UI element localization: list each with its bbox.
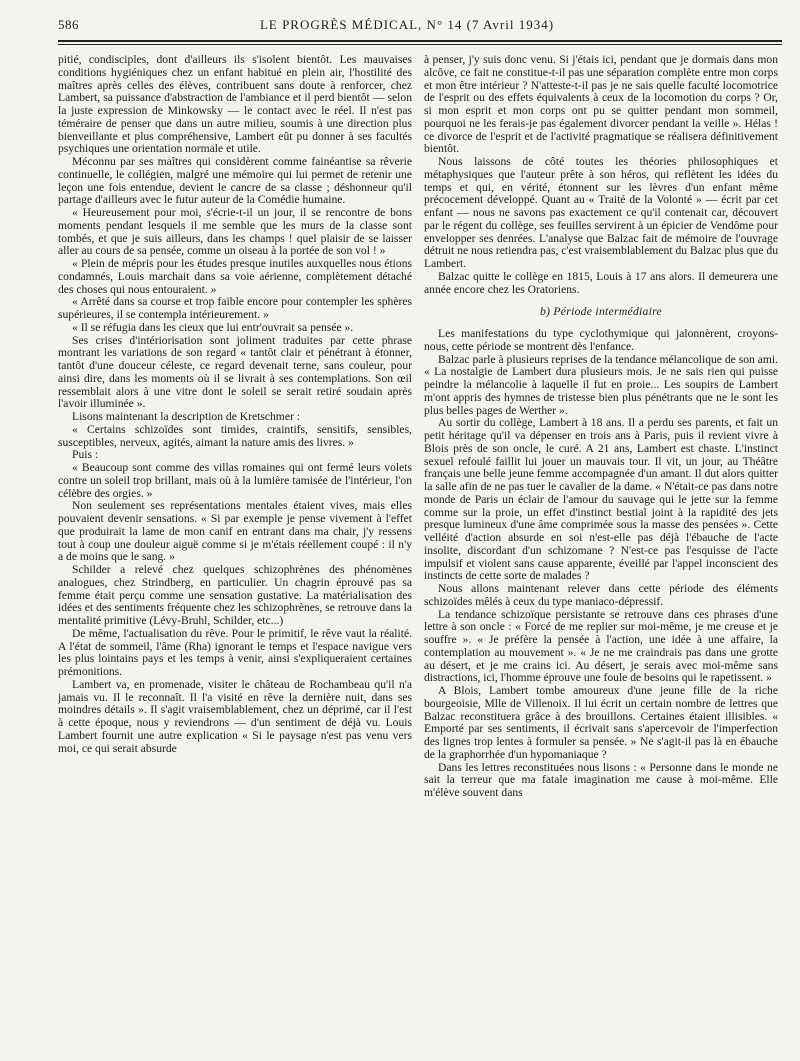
paragraph: « Heureusement pour moi, s'écrie-t-il un jour, il se rencontre de bons moments pendant lesquels il me semble que les murs de la classe sont tombés, et que je suis ailleurs, dans les champs ! quel plaisir de se laisser aller au cours de sa pensée, comme un oiseau à la portée de son vol ! »: [58, 206, 412, 258]
paragraph: « Beaucoup sont comme des villas romaines qui ont fermé leurs volets contre un soleil trop brillant, mais où à la lumière tamisée de l'intérieur, l'on célèbre des orgies. »: [58, 461, 412, 500]
header-rule-thin: [58, 44, 782, 45]
paragraph: Lambert va, en promenade, visiter le château de Rochambeau qu'il n'a jamais vu. Il le reconnaît. Il l'a visité en rêve la dernière nuit, dans ses moindres détails ». Il s'agit vraisemblablement, chez un déprimé, car il l'est à cette époque, nous y reviendrons — d'un sentiment de déjà vu. Louis Lambert fournit une autre explication « Si le paysage n'est pas venu vers moi, ce qui serait absurde: [58, 677, 412, 755]
paragraph: « Il se réfugia dans les cieux que lui entr'ouvrait sa pensée ».: [72, 320, 354, 334]
paragraph: Les manifestations du type cyclothymique qui jalonnèrent, croyons-nous, cette période se montrent dès l'enfance.: [424, 327, 778, 353]
paragraph: pitié, condisciples, dont d'ailleurs ils s'isolent bientôt. Les mauvaises conditions hygiéniques chez un enfant habitué en plein air, l'hostilité des maîtres après celles des élèves, contribuent sans doute à renforcer, chez Lambert, sa puissance d'abstraction de l'ambiance et il perd bientôt — selon la juste expression de Minkowsky — le contact avec le réel. Il n'est pas téméraire de penser que dans un autre milieu, soumis à une direction plus bienveillante et plus compréhensive, Lambert eût pu donner à ses facultés psychiques une orientation normale et utile.: [58, 54, 412, 156]
paragraph: Ses crises d'intériorisation sont joliment traduites par cette phrase montrant les variations de son regard « tantôt clair et pénétrant à étonner, tantôt d'une douceur céleste, ce regard devenait terne, sans couleur, pour ainsi dire, dans les moments où il se livrait à ses contemplations. Son œil ressemblait alors à une vitre dont le soleil se serait retiré soudain après l'avoir illuminée ».: [58, 333, 412, 411]
paragraph: Nous allons maintenant relever dans cette période des éléments schizoïdes mêlés à ceux du type maniaco-dépressif.: [424, 582, 778, 608]
paragraph: « Certains schizoïdes sont timides, craintifs, sensitifs, sensibles, susceptibles, nerveux, agités, aimant la nature amis des livres. »: [58, 422, 412, 449]
paragraph: Méconnu par ses maîtres qui considèrent comme fainéantise sa rêverie continuelle, le collégien, malgré une mémoire qui lui permet de retenir une leçon une fois entendue, devient le cancre de sa classe ; déshonneur qu'il partage d'ailleurs avec le futur auteur de la Comédie humaine.: [58, 155, 412, 207]
paragraph: Puis :: [72, 448, 99, 462]
paragraph: La tendance schizoïque persistante se retrouve dans ces phrases d'une lettre à son oncle : « Forcé de me replier sur moi-même, je me creuse et je souffre ». « Je préfère la pensée à l'action, une idée à une affaire, la contemplation au mouvement ». « Je ne me craindrais pas dans une grotte au désert, et je me crains ici. Au désert, je serais avec moi-même sans distractions, ici, l'homme éprouve une foule de besoins qui le rapetissent. »: [424, 607, 778, 685]
paragraph: Nous laissons de côté toutes les théories philosophiques et métaphysiques que l'auteur prête à son héros, qui reflètent les idées du temps et qui, en vérité, étonnent sur les lèvres d'un enfant même précocement développé. Quant au « Traité de la Volonté » — écrit par cet enfant — nous ne savons pas exactement ce qu'il contenait car, découvert par le régent du collège, ses feuilles servirent à un épicier de Vendôme pour envelopper ses denrées. L'analyse que Balzac fait de mémoire de l'ouvrage détruit ne nous retiendra pas, c'est vraisemblablement du Balzac plus que du Lambert.: [424, 155, 778, 270]
right-column: [424, 54, 778, 1054]
left-column: [58, 54, 412, 1054]
paragraph: Lisons maintenant la description de Kretschmer :: [72, 410, 300, 423]
paragraph: Balzac quitte le collège en 1815, Louis à 17 ans alors. Il demeurera une année encore chez les Oratoriens.: [424, 269, 778, 296]
paragraph: à penser, j'y suis donc venu. Si j'étais ici, pendant que je dormais dans mon alcôve, ce fait ne constitue-t-il pas une séparation complète entre mon corps et mon être intérieur ? N'atteste-t-il pas je ne sais quelle faculté locomotrice de l'esprit ou des effets équivalents à ceux de la locomotion du corps ? Or, si mon esprit et mon corps ont pu se quitter pendant mon sommeil, pourquoi ne les ferais-je pas également divorcer pendant la veille ». Hélas ! ce divorce de l'esprit et de l'activité pragmatique se réalisera définitivement bientôt.: [424, 54, 778, 156]
paragraph: De même, l'actualisation du rêve. Pour le primitif, le rêve vaut la réalité. A l'état de sommeil, l'âme (Rha) ignorant le temps et l'espace navigue vers les plus lointains pays et les temps à venir, ainsi s'expliqueraient certaines prémonitions.: [58, 626, 412, 678]
paragraph: Au sortir du collège, Lambert à 18 ans. Il a perdu ses parents, et fait un petit héritage qu'il va dépenser en trois ans à Paris, puis il revient vivre à Blois près de son oncle, le curé. A 21 ans, Lambert est chaste. L'instinct sexuel refoulé faillit lui jouer un mauvais tour. Il vit, un jour, au Théâtre français une belle jeune femme accompagnée d'un amant. Il dut alors quitter la salle afin de ne pas tuer le cavalier de la dame. « N'était-ce pas dans notre monde de Paris un éclair de l'amour du sauvage qui le jette sur la femme comme sur la proie, un effet d'instinct bestial joint à la rapidité des jets presque lumineux d'une âme comprimée sous la masse des pensées ». Cette velléité d'action absurde en soi n'est-elle pas déjà l'ébauche de l'acte insolite, discordant d'un schizomane ? N'est-ce pas l'esquisse de l'acte impulsif et violent sans cause apparente, éveillé par l'appel inconscient des instincts de cette sorte de malades ?: [424, 416, 778, 583]
paragraph: A Blois, Lambert tombe amoureux d'une jeune fille de la riche bourgeoisie, Mlle de Villenoix. Il lui écrit un certain nombre de lettres que Balzac reconstituera grâce à des brouillons. Certaines étaient illisibles. « Emporté par ses sentiments, il écrivait sans s'apercevoir de l'imperfection des lignes trop lentes à formuler sa pensée. » Ne s'agit-il pas là en ébauche de la graphorrhée d'un hypomaniaque ?: [424, 684, 778, 761]
header-rule-thick: [58, 40, 782, 42]
paragraph: Non seulement ses représentations mentales étaient vives, mais elles pouvaient devenir sensations. « Si par exemple je pense vivement à l'effet que produirait la lame de mon canif en entrant dans ma chair, j'y ressens tout à coup une douleur aiguë comme si je m'étais réellement coupé : il n'y a de moins que le sang. »: [58, 499, 412, 564]
paragraph: Schilder a relevé chez quelques schizophrènes des phénomènes analogues, chez Strindberg, en particulier. Un chagrin éprouvé pas sa femme était perçu comme une sensation gustative. La matérialisation des idées et des sentiments fréquente chez les schizophrènes, se retrouve dans la mentalité primitive (Lévy-Bruhl, Schilder, etc...): [58, 563, 412, 627]
section-subheading: b) Période intermédiaire: [539, 305, 663, 319]
journal-title: LE PROGRÈS MÉDICAL, N° 14 (7 Avril 1934): [259, 17, 555, 32]
paragraph: « Arrêté dans sa course et trop faible encore pour contempler les sphères supérieures, il se contempla intérieurement. »: [58, 295, 412, 321]
paragraph: Balzac parle à plusieurs reprises de la tendance mélancolique de son ami. « La nostalgie de Lambert dura plusieurs mois. Je ne sais rien qui puisse peindre la mélancolie à laquelle il fut en proie... Les soupirs de Lambert m'ont appris des hymnes de tristesse bien plus pénétrants que ne le sont les plus belles pages de Werther ».: [424, 352, 778, 417]
page-number: 586: [58, 17, 79, 32]
paragraph: « Plein de mépris pour les études presque inutiles auxquelles nous étions condamnés, Louis marchait dans sa voie aérienne, complètement détaché des choses qui nous entouraient. »: [58, 257, 412, 296]
page-header: [58, 17, 756, 39]
paragraph: Dans les lettres reconstituées nous lisons : « Personne dans le monde ne sait la terreur que ma fatale imagination me cause à moi-même. Elle m'élève souvent dans: [424, 760, 778, 799]
